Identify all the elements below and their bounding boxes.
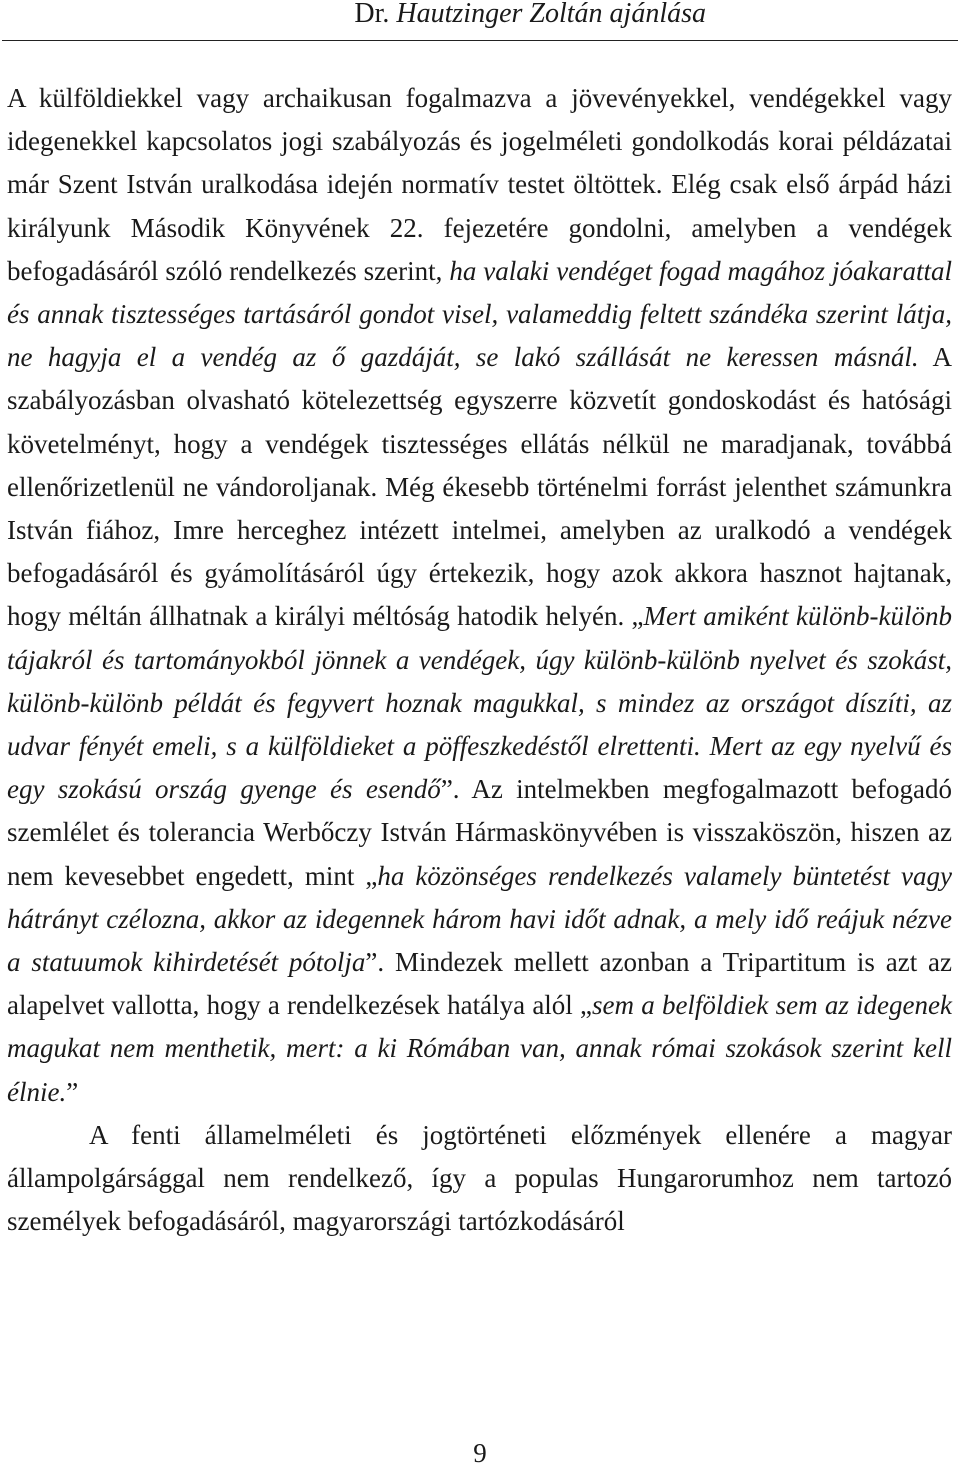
page-number: 9 bbox=[473, 1438, 487, 1468]
paragraph-1-text-2: A szabályozásban olvasható kötelezettség egyszerre közvetít gondoskodást és hatósági követelményt, hogy a vendégek tisztességes ellátás nélkül ne maradjanak, továbbá ellenőrizetlenül ne vándoroljanak. Még ékesebb történelmi forrást jelenthet számunkra István fiához, Imre herceghez intézett intelmei, amelyben az uralkodó a vendégek befogadásáról és gyámolításáról úgy értekezik, hogy azok akkora hasznot hajtanak, hogy méltán állhatnak a királyi méltóság hatodik helyén. „ bbox=[7, 342, 953, 632]
quote-3: ha közönséges rendelkezés valamely büntetést vagy hátrányt czélozna, akkor az idegennek három havi időt adnak, a mely idő reájuk nézve a statuumok kihirdetését pótolja bbox=[7, 860, 952, 978]
header-title-name: Hautzinger Zoltán ajánlása bbox=[396, 0, 706, 29]
header-rule bbox=[2, 40, 958, 41]
quote-4: sem a belföldiek sem az idegenek magukat nem menthetik, mert: a ki Rómában van, annak római szokások szerint kell élnie. bbox=[7, 990, 952, 1107]
paragraph-1-text-4: ”. Mindezek mellett azonban a Tripartitum is azt az alapelvet vallotta, hogy a rendelkezések hatálya alól „ bbox=[7, 947, 952, 1021]
quote-2: Mert amiként különb-különb tájakról és tartományokból jönnek a vendégek, úgy különb-különb nyelvet és szokást, különb-különb példát és fegyvert hoznak magukkal, s mindez az országot díszíti, az udvar fényét emeli, s a külföldieket a pöffeszkedéstől elrettenti. Mert az egy nyelvű és egy szokású ország gyenge és esendő bbox=[7, 601, 953, 805]
body-text bbox=[7, 77, 952, 1243]
paragraph-1-text-1: A külföldiekkel vagy archaikusan fogalmazva a jövevényekkel, vendégekkel vagy idegenekkel kapcsolatos jogi szabályozás és jogelméleti gondolkodás korai példázatai már Szent István uralkodása idején normatív testet öltöttek. Elég csak első árpád házi királyunk Második Könyvének 22. fejezetére gondolni, amelyben a vendégek befogadásáról szóló rendelkezés szerint, bbox=[7, 83, 952, 286]
paragraph-1-text-3: ”. Az intelmekben megfogalmazott befogadó szemlélet és tolerancia Werbőczy István Hármaskönyvében is visszaköszön, hiszen az nem kevesebbet engedett, mint „ bbox=[7, 774, 953, 891]
quote-1: ha valaki vendéget fogad magához jóakarattal és annak tisztességes tartásáról gondot visel, valameddig feltett szándéka szerint látja, ne hagyja el a vendég az ő gazdáját, se lakó szállását ne keressen másnál. bbox=[7, 255, 952, 373]
header-title-prefix: Dr. bbox=[354, 0, 397, 29]
running-header bbox=[0, 0, 960, 40]
paragraph-1 bbox=[7, 77, 952, 1114]
header-title bbox=[354, 0, 706, 29]
paragraph-2: A fenti államelméleti és jogtörténeti előzmények ellenére a magyar állampolgársággal nem rendelkező, így a populas Hungarorumhoz nem tartozó személyek befogadásáról, magyarországi tartózkodásáról bbox=[7, 1119, 952, 1237]
paragraph-1-text-5: ” bbox=[66, 1076, 79, 1107]
